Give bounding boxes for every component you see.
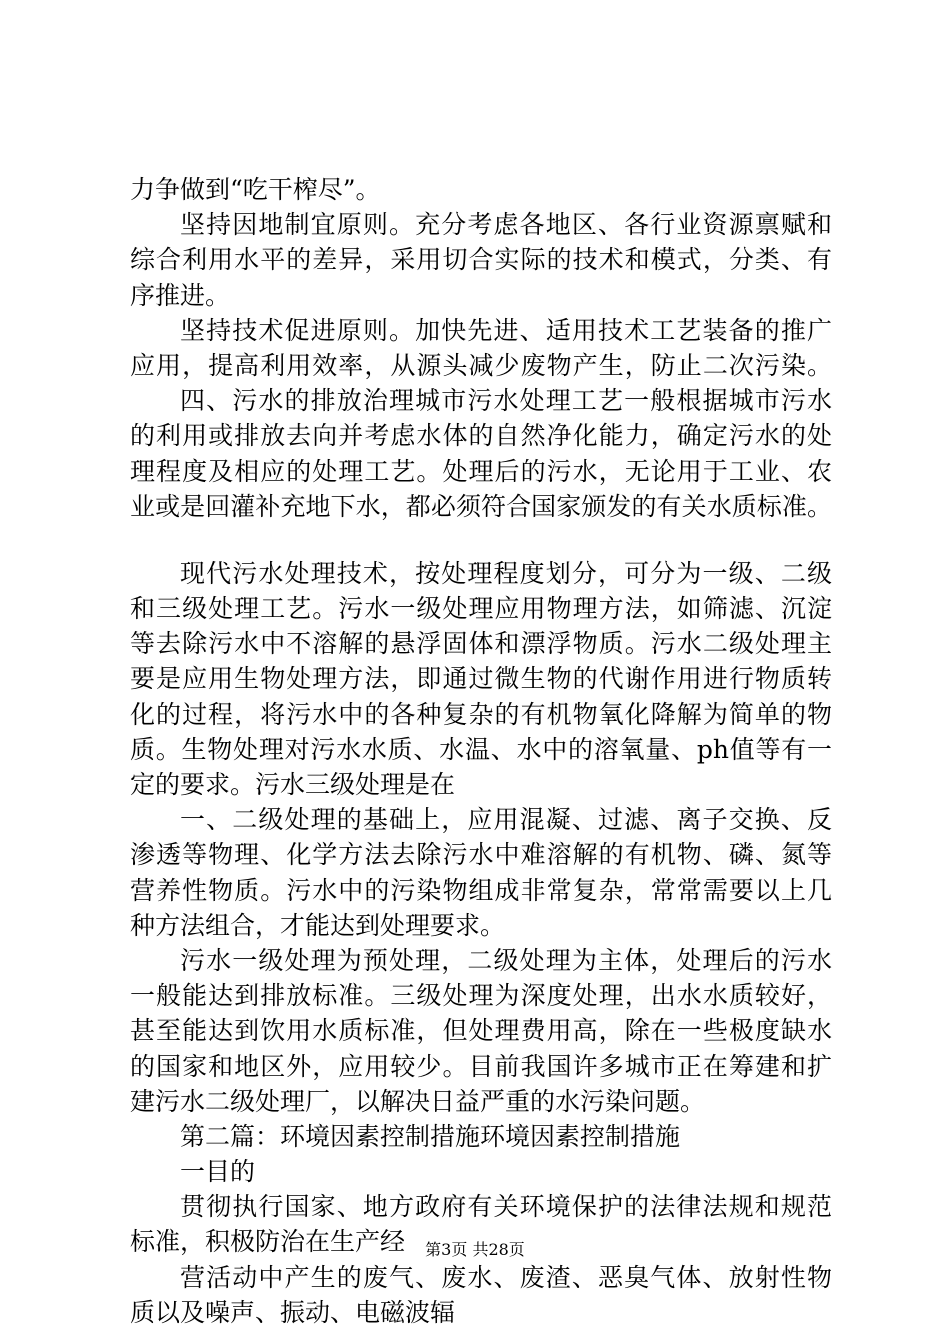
text-line: 要是应用生物处理方法，即通过微生物的代谢作用进行物质转 — [130, 664, 832, 694]
text-line: 污水一级处理为预处理，二级处理为主体，处理后的污水 — [180, 945, 832, 975]
page-number-footer: 第3页 共28页 — [425, 1240, 525, 1259]
text-line: 综合利用水平的差异，采用切合实际的技术和模式，分类、有 — [130, 245, 832, 275]
text-line: 质。生物处理对污水水质、水温、水中的溶氧量、ph值等有一 — [130, 734, 832, 764]
text-line: 一、二级处理的基础上，应用混凝、过滤、离子交换、反 — [180, 805, 832, 835]
text-line: 定的要求。污水三级处理是在 — [130, 770, 456, 799]
text-line: 业或是回灌补充地下水，都必须符合国家颁发的有关水质标准。 — [130, 491, 832, 521]
text-line: 应用，提高利用效率，从源头减少废物产生，防止二次污染。 — [130, 350, 832, 380]
text-line: 等去除污水中不溶解的悬浮固体和漂浮物质。污水二级处理主 — [130, 629, 832, 659]
text-line: 的利用或排放去向并考虑水体的自然净化能力，确定污水的处 — [130, 421, 832, 451]
text-line: 四、污水的排放治理城市污水处理工艺一般根据城市污水 — [180, 386, 832, 416]
text-line: 贯彻执行国家、地方政府有关环境保护的法律法规和规范 — [180, 1192, 832, 1222]
text-line: 营活动中产生的废气、废水、废渣、恶臭气体、放射性物 — [180, 1262, 832, 1292]
text-line: 理程度及相应的处理工艺。处理后的污水，无论用于工业、农 — [130, 456, 832, 486]
text-line: 标准，积极防治在生产经 — [130, 1227, 406, 1257]
text-line: 和三级处理工艺。污水一级处理应用物理方法，如筛滤、沉淀 — [130, 594, 832, 624]
text-line: 的国家和地区外，应用较少。目前我国许多城市正在筹建和扩 — [130, 1051, 832, 1081]
section-heading: 第二篇：环境因素控制措施环境因素控制措施 — [180, 1121, 681, 1151]
text-line: 种方法组合，才能达到处理要求。 — [130, 910, 506, 940]
text-line: 一般能达到排放标准。三级处理为深度处理，出水水质较好， — [130, 981, 832, 1011]
text-line: 力争做到“吃干榨尽”。 — [130, 175, 381, 204]
paragraph-gap — [130, 524, 832, 556]
text-line: 化的过程，将污水中的各种复杂的有机物氧化降解为简单的物 — [130, 699, 832, 729]
text-line: 坚持技术促进原则。加快先进、适用技术工艺装备的推广 — [180, 315, 832, 345]
text-line: 序推进。 — [130, 280, 231, 310]
text-line: 现代污水处理技术，按处理程度划分，可分为一级、二级 — [180, 558, 832, 588]
text-line: 营养性物质。污水中的污染物组成非常复杂，常常需要以上几 — [130, 875, 832, 905]
document-body — [130, 172, 832, 1330]
text-line: 建污水二级处理厂，以解决日益严重的水污染问题。 — [130, 1086, 706, 1116]
text-line: 甚至能达到饮用水质标准，但处理费用高，除在一些极度缺水 — [130, 1016, 832, 1046]
text-line: 渗透等物理、化学方法去除污水中难溶解的有机物、磷、氮等 — [130, 840, 832, 870]
subsection-heading: 一目的 — [180, 1157, 256, 1187]
text-line: 质以及噪声、振动、电磁波辐 — [130, 1297, 456, 1327]
text-line: 坚持因地制宜原则。充分考虑各地区、各行业资源禀赋和 — [180, 210, 832, 240]
